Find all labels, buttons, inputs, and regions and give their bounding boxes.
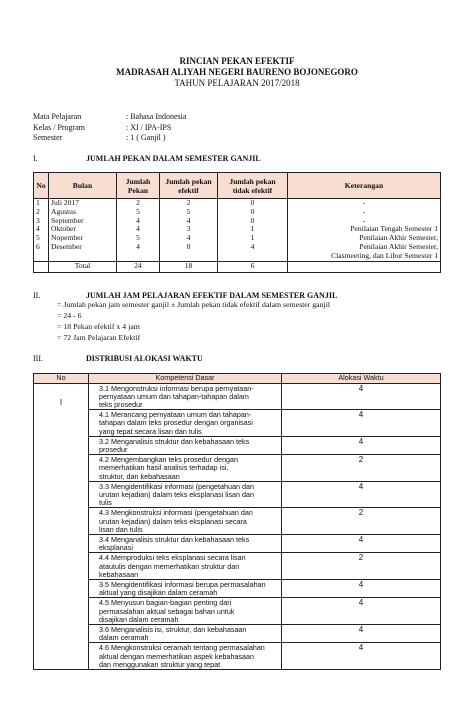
cell-efektif: 4	[160, 234, 218, 243]
kd-line: 4.4 Memproduksi teks eksplanasi secara lisan	[99, 553, 246, 563]
table-header-no: No	[34, 374, 89, 384]
cell-pekan	[117, 252, 160, 261]
cell-efektif: 5	[160, 208, 218, 217]
subject-info	[33, 112, 186, 144]
table-header-jumlah-pekan	[117, 173, 160, 199]
total-pekan: 24	[117, 261, 160, 272]
calc-line: = Jumlah pekan jam semester ganjil ± Jumlah pekan tidak efektif dalam semester ganjil	[57, 300, 331, 309]
cell-alokasi: 4	[282, 410, 441, 437]
cell-kompetensi	[89, 553, 282, 580]
table-row	[34, 436, 441, 454]
kd-line: eksplanasi	[99, 543, 133, 553]
kd-line: tulis	[99, 498, 112, 508]
cell-keterangan: Penilaian Tengah Semester 1	[288, 225, 441, 234]
section-heading	[33, 154, 261, 163]
cell-no: 1	[34, 199, 49, 208]
cell-alokasi: 4	[282, 643, 441, 670]
cell-no: 5	[34, 234, 49, 243]
cell-alokasi: 2	[282, 455, 441, 482]
kd-line: urutan kejadian) dalam teks eksplanasi secara	[99, 516, 247, 526]
cell-pekan: 4	[117, 217, 160, 226]
cell-kompetensi	[89, 481, 282, 508]
section-number: I.	[33, 154, 38, 163]
cell-tidak-efektif: 1	[218, 234, 288, 243]
kd-line: 3.1 Mengonstruksi informasi berupa pernyataan-	[99, 383, 254, 393]
section-title: DISTRIBUSI ALOKASI WAKTU	[86, 354, 203, 363]
kd-line: 4.1 Merancang pernyataan umum dan tahapan-	[99, 410, 252, 420]
cell-kompetensi	[89, 579, 282, 597]
kd-line: 3.3 Mengidentifikasi informasi (pengetahuan dan	[99, 481, 255, 491]
cell-alokasi: 4	[282, 534, 441, 552]
kd-line: 4.5 Menyusun bagian-bagian penting dari	[99, 598, 232, 608]
table-row	[34, 208, 441, 217]
kd-line: 4.2 Mengembangkan teks prosedur dengan	[99, 455, 239, 465]
cell-kompetensi	[89, 598, 282, 625]
calc-line: = 18 Pekan efektif x 4 jam	[57, 322, 140, 331]
kd-line: 3.4 Menganalisis struktur dan kebahasaan teks	[99, 534, 250, 544]
cell-no	[34, 252, 49, 261]
header-text: Jumlah pekan efektif	[165, 176, 212, 195]
kd-line: permasalahan aktual sebagai bahan untuk	[99, 606, 235, 616]
cell-efektif: 4	[160, 217, 218, 226]
academic-year: TAHUN PELAJARAN 2017/2018	[174, 78, 300, 88]
info-row	[33, 123, 186, 134]
cell-kompetensi	[89, 455, 282, 482]
cell-alokasi: 4	[282, 383, 441, 410]
cell-bulan: Juli 2017	[49, 199, 117, 208]
total-row	[34, 261, 441, 272]
cell-no: 3	[34, 217, 49, 226]
cell-efektif: 2	[160, 199, 218, 208]
table-row	[34, 455, 441, 482]
cell-no	[34, 383, 89, 670]
kd-line: memerhatikan hasil analisis terhadap isi,	[99, 463, 229, 473]
cell-empty	[288, 261, 441, 272]
info-value: : XI / IPA-IPS	[126, 122, 172, 132]
total-label: Total	[49, 261, 117, 272]
table-row	[34, 643, 441, 670]
allocation-table	[33, 373, 441, 670]
table-header-kd: Kompetensi Dasar	[89, 374, 282, 384]
table-header-alokasi: Alokasi Waktu	[282, 374, 441, 384]
table-row	[34, 534, 441, 552]
cell-no: 2	[34, 208, 49, 217]
section-number: II.	[33, 291, 41, 300]
table-row	[34, 579, 441, 597]
table-header-efektif	[160, 173, 218, 199]
kd-line: disajikan dalam ceramah	[99, 614, 179, 624]
section-title: JUMLAH PEKAN DALAM SEMESTER GANJIL	[86, 154, 261, 163]
cell-efektif: 3	[160, 225, 218, 234]
total-efektif: 18	[160, 261, 218, 272]
cell-empty	[34, 261, 49, 272]
cell-alokasi: 4	[282, 481, 441, 508]
cell-tidak-efektif: 0	[218, 208, 288, 217]
info-label: Kelas / Program	[33, 122, 85, 132]
cell-tidak-efektif: 0	[218, 199, 288, 208]
table-row	[34, 410, 441, 437]
header-text: Jumlah Pekan	[125, 176, 151, 195]
section-heading	[33, 354, 203, 363]
table-header-bulan: Bulan	[49, 173, 117, 199]
cell-bulan: Oktober	[49, 225, 117, 234]
cell-keterangan: -	[288, 208, 441, 217]
cell-no: 4	[34, 225, 49, 234]
cell-alokasi: 4	[282, 624, 441, 642]
cell-tidak-efektif: 4	[218, 243, 288, 252]
cell-kompetensi	[89, 624, 282, 642]
table-header-no: No	[34, 173, 49, 199]
cell-alokasi: 4	[282, 436, 441, 454]
kd-line: 3.5 Mengidentifikasi informasi berupa permasalahan	[99, 579, 266, 589]
info-value: : Bahasa Indonesia	[126, 112, 187, 121]
cell-alokasi: 2	[282, 508, 441, 535]
kd-line: 4.6 Mengkonstruksi ceramah tentang permasalahan	[99, 643, 265, 653]
kd-line: lisan dan tulis	[99, 524, 143, 534]
cell-kompetensi	[89, 508, 282, 535]
cell-pekan: 4	[117, 225, 160, 234]
info-value: : 1 ( Ganjil )	[126, 133, 166, 142]
cell-no: 6	[34, 243, 49, 252]
total-tidak-efektif: 6	[218, 261, 288, 272]
kd-line: dan menggunakan struktur yang tepat	[99, 659, 221, 669]
doc-title: RINCIAN PEKAN EFEKTIF	[179, 56, 295, 66]
table-row	[34, 553, 441, 580]
cell-bulan	[49, 252, 117, 261]
kd-line: kebahasaan	[99, 569, 139, 579]
cell-keterangan: Penilaian Akhir Semester,	[288, 234, 441, 243]
kd-line: tahapan dalam teks prosedur dengan organisasi	[99, 418, 253, 428]
cell-pekan: 5	[117, 208, 160, 217]
table-row	[34, 624, 441, 642]
kd-line: aktual dengan memerhatikan aspek kebahasaan	[99, 651, 255, 661]
cell-kompetensi	[89, 643, 282, 670]
cell-tidak-efektif	[218, 252, 288, 261]
kd-line: atautulis dengan memerhatikan struktur dan	[99, 561, 240, 571]
section-number: III.	[33, 354, 43, 363]
allocation-body	[34, 383, 441, 670]
info-label: Semester	[33, 133, 63, 142]
info-row	[33, 133, 186, 144]
table-row	[34, 252, 441, 261]
cell-keterangan: Clasmeeting, dan Libur Semester 1	[288, 252, 441, 261]
cell-kompetensi	[89, 436, 282, 454]
table-row	[34, 598, 441, 625]
document-header	[0, 56, 474, 89]
cell-bulan: Desember	[49, 243, 117, 252]
cell-pekan: 4	[117, 243, 160, 252]
info-label: Mata Pelajaran	[33, 112, 82, 121]
table-row	[34, 383, 441, 410]
kd-line: 3.2 Menganalisis struktur dan kebahasaan teks	[99, 436, 250, 446]
cell-kompetensi	[89, 383, 282, 410]
cell-alokasi: 2	[282, 553, 441, 580]
cell-keterangan: Penilaian Akhir Semester,	[288, 243, 441, 252]
kd-line: 4.3 Mengkonstruksi informasi (pengetahuan dan	[99, 508, 253, 518]
table-header-tidak-efektif	[218, 173, 288, 199]
kd-line: yang tepat secara lisan dan tulis	[99, 426, 202, 436]
kd-line: prosedur	[99, 444, 128, 454]
cell-bulan: Nopember	[49, 234, 117, 243]
kd-line: 3.6 Menganalisis isi, struktur, dan kebahasaan	[99, 624, 247, 634]
kd-line: urutan kejadian) dalam teks eksplanasi lisan dan	[99, 489, 255, 499]
calc-line: = 72 Jam Pelajaran Efektif	[57, 333, 141, 342]
cell-efektif	[160, 252, 218, 261]
cell-pekan: 5	[117, 234, 160, 243]
cell-efektif: 0	[160, 243, 218, 252]
cell-bulan: Agustus	[49, 208, 117, 217]
cell-keterangan: -	[288, 199, 441, 208]
cell-tidak-efektif: 1	[218, 225, 288, 234]
table-row	[34, 508, 441, 535]
section-title: JUMLAH JAM PELAJARAN EFEKTIF DALAM SEMESTER GANJIL	[86, 291, 338, 300]
calc-line: = 24 - 6	[57, 311, 82, 320]
kd-line: struktur, dan kebahasaan	[99, 471, 180, 481]
kd-line: pernyataan umum dan tahapan-tahapan dalam	[99, 391, 249, 401]
table-row	[34, 481, 441, 508]
table-header-keterangan: Keterangan	[288, 173, 441, 199]
cell-kompetensi	[89, 410, 282, 437]
calculation	[57, 299, 330, 343]
school-name: MADRASAH ALIYAH NEGERI BAURENO BOJONEGORO	[116, 67, 358, 77]
kd-line: teks prosedur	[99, 399, 143, 409]
cell-keterangan: -	[288, 217, 441, 226]
weeks-table	[33, 172, 441, 273]
cell-alokasi: 4	[282, 598, 441, 625]
cell-alokasi: 4	[282, 579, 441, 597]
no-value: I	[59, 397, 63, 407]
kd-line: aktual yang disajikan dalam ceramah	[99, 588, 218, 598]
info-row	[33, 112, 186, 123]
cell-pekan: 2	[117, 199, 160, 208]
header-text: Jumlah pekan tidak efektif	[229, 176, 276, 195]
cell-tidak-efektif: 0	[218, 217, 288, 226]
table-row	[34, 199, 441, 208]
cell-kompetensi	[89, 534, 282, 552]
cell-bulan: September	[49, 217, 117, 226]
kd-line: dalam ceramah	[99, 633, 149, 643]
